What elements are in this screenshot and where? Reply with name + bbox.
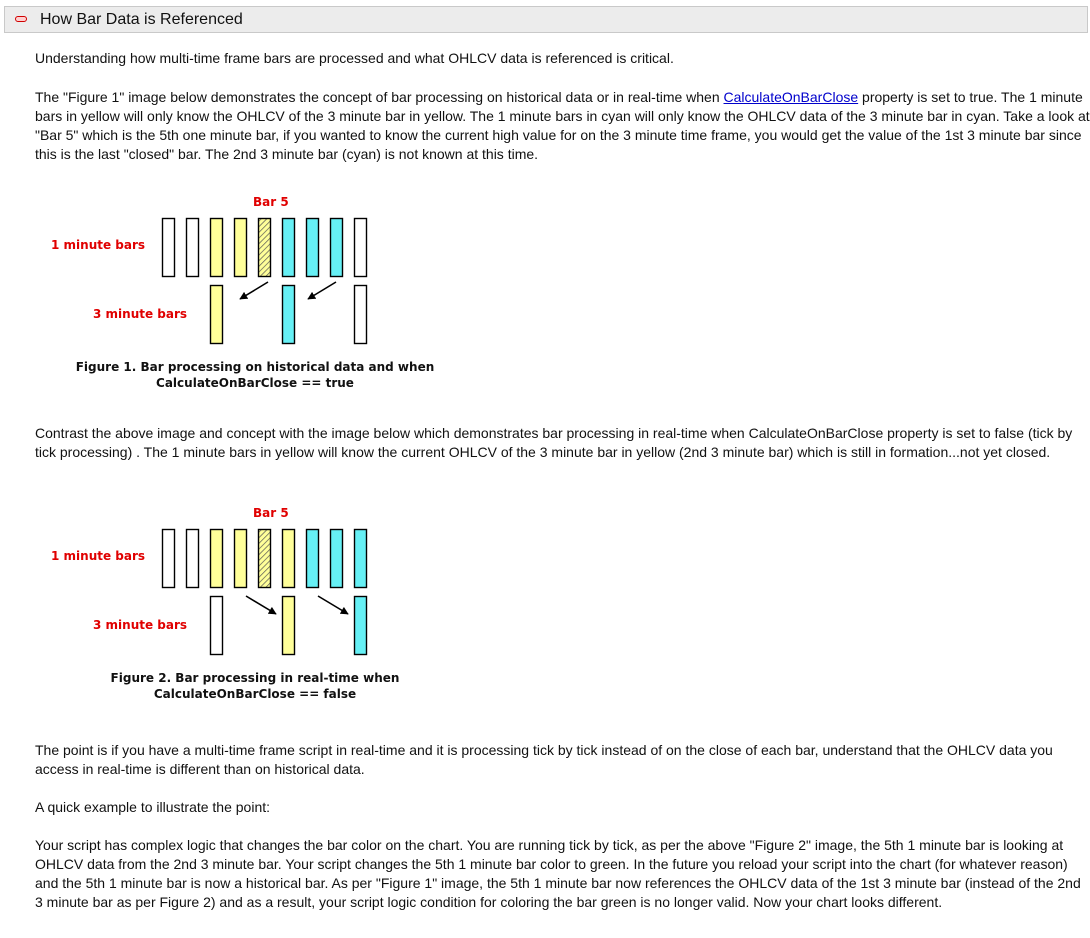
fig2-three-minute-bar — [283, 597, 295, 655]
fig1-bar5-label: Bar 5 — [253, 195, 289, 209]
fig2-one-minute-bar — [355, 530, 367, 588]
fig2-one-minute-bar — [235, 530, 247, 588]
figure1-description — [35, 88, 1090, 164]
fig1-three-minute-bar — [283, 286, 295, 344]
section-header[interactable] — [4, 6, 1088, 33]
fig1-reference-arrow — [240, 282, 268, 299]
fig2-bars-diagram — [150, 516, 390, 661]
fig1-three-minute-bar — [355, 286, 367, 344]
example-paragraph: Your script has complex logic that changes the bar color on the chart. You are running tick by tick, as per the above "Figure 2" image, the 5th 1 minute bar is looking at OHLCV data from the 2nd 3 minute bar. Your script changes the 5th 1 minute bar color to green. In the future you reload your script into the chart (for whatever reason) and the 5th 1 minute bar is now a historical bar. As per "Figure 1" image, the 5th 1 minute bar now references the OHLCV data of the 1st 3 minute bar (instead of the 2nd 3 minute bar as per Figure 2) and as a result, your script logic condition for coloring the bar green is no longer valid. Now your chart looks different. — [35, 837, 1081, 910]
intro-paragraph: Understanding how multi-time frame bars are processed and what OHLCV data is referenced is critical. — [35, 50, 674, 66]
fig1-caption — [75, 359, 435, 391]
fig1-bars-diagram — [150, 205, 390, 350]
contrast-paragraph: Contrast the above image and concept with the image below which demonstrates bar processing in real-time when CalculateOnBarClose property is set to false (tick by tick processing) . The 1 minute bars in yellow will know the current OHLCV of the 3 minute bar in yellow (2nd 3 minute bar) which is still in formation...not yet closed. — [35, 425, 1073, 460]
calculate-on-bar-close-link[interactable]: CalculateOnBarClose — [723, 89, 859, 105]
fig1-three-minute-bar — [211, 286, 223, 344]
fig1-one-minute-bar — [163, 219, 175, 277]
fig2-one-minute-bar — [307, 530, 319, 588]
fig2-three-minute-label: 3 minute bars — [93, 618, 188, 632]
fig1-one-minute-bar — [235, 219, 247, 277]
fig1-caption-line1: Figure 1. Bar processing on historical data and when — [75, 360, 435, 374]
fig2-three-minute-bar — [355, 597, 367, 655]
fig2-one-minute-bar — [283, 530, 295, 588]
fig1-three-minute-label: 3 minute bars — [93, 307, 188, 321]
fig2-one-minute-bar — [211, 530, 223, 588]
collapse-minus-icon[interactable] — [15, 16, 27, 22]
section-title: How Bar Data is Referenced — [40, 11, 243, 28]
fig1-one-minute-bar — [259, 219, 271, 277]
example-intro-paragraph: A quick example to illustrate the point: — [35, 799, 271, 815]
fig1-text-after-link: property is set to true. The 1 minute bars in yellow will only know the OHLCV of the 3 minute bar in yellow. The 1 minute bars in cyan will only know the OHLCV data of the 3 minute bar in cyan. Take a look at "Bar 5" which is the 5th one minute bar, if you wanted to know the current high value for on the 3 minute time frame, you would get the value of the 1st 3 minute bar since this is the last "closed" bar. The 2nd 3 minute bar (cyan) is not known at this time. — [35, 89, 1090, 162]
fig2-reference-arrow — [246, 596, 276, 614]
fig1-text-before-link: The "Figure 1" image below demonstrates the concept of bar processing on historical data or in real-time when — [35, 89, 724, 105]
point-paragraph: The point is if you have a multi-time frame script in real-time and it is processing tick by tick instead of on the close of each bar, understand that the OHLCV data you access in real-time is different than on historical data. — [35, 742, 1053, 777]
fig2-bar5-label: Bar 5 — [253, 506, 289, 520]
fig2-one-minute-bar — [259, 530, 271, 588]
fig1-reference-arrow — [308, 282, 336, 299]
fig1-one-minute-bar — [331, 219, 343, 277]
fig2-caption-line2: CalculateOnBarClose == false — [153, 687, 357, 701]
fig1-one-minute-bar — [307, 219, 319, 277]
fig2-caption — [75, 670, 435, 702]
fig2-three-minute-bar — [211, 597, 223, 655]
fig1-caption-line2: CalculateOnBarClose == true — [156, 376, 354, 390]
fig1-one-minute-bar — [187, 219, 199, 277]
fig2-reference-arrow — [318, 596, 348, 614]
fig1-one-minute-bar — [211, 219, 223, 277]
fig2-one-minute-label: 1 minute bars — [51, 549, 146, 563]
fig1-one-minute-bar — [283, 219, 295, 277]
fig2-caption-line1: Figure 2. Bar processing in real-time when — [110, 671, 400, 685]
fig2-one-minute-bar — [163, 530, 175, 588]
fig1-one-minute-label: 1 minute bars — [51, 238, 146, 252]
fig2-one-minute-bar — [331, 530, 343, 588]
fig2-one-minute-bar — [187, 530, 199, 588]
fig1-one-minute-bar — [355, 219, 367, 277]
